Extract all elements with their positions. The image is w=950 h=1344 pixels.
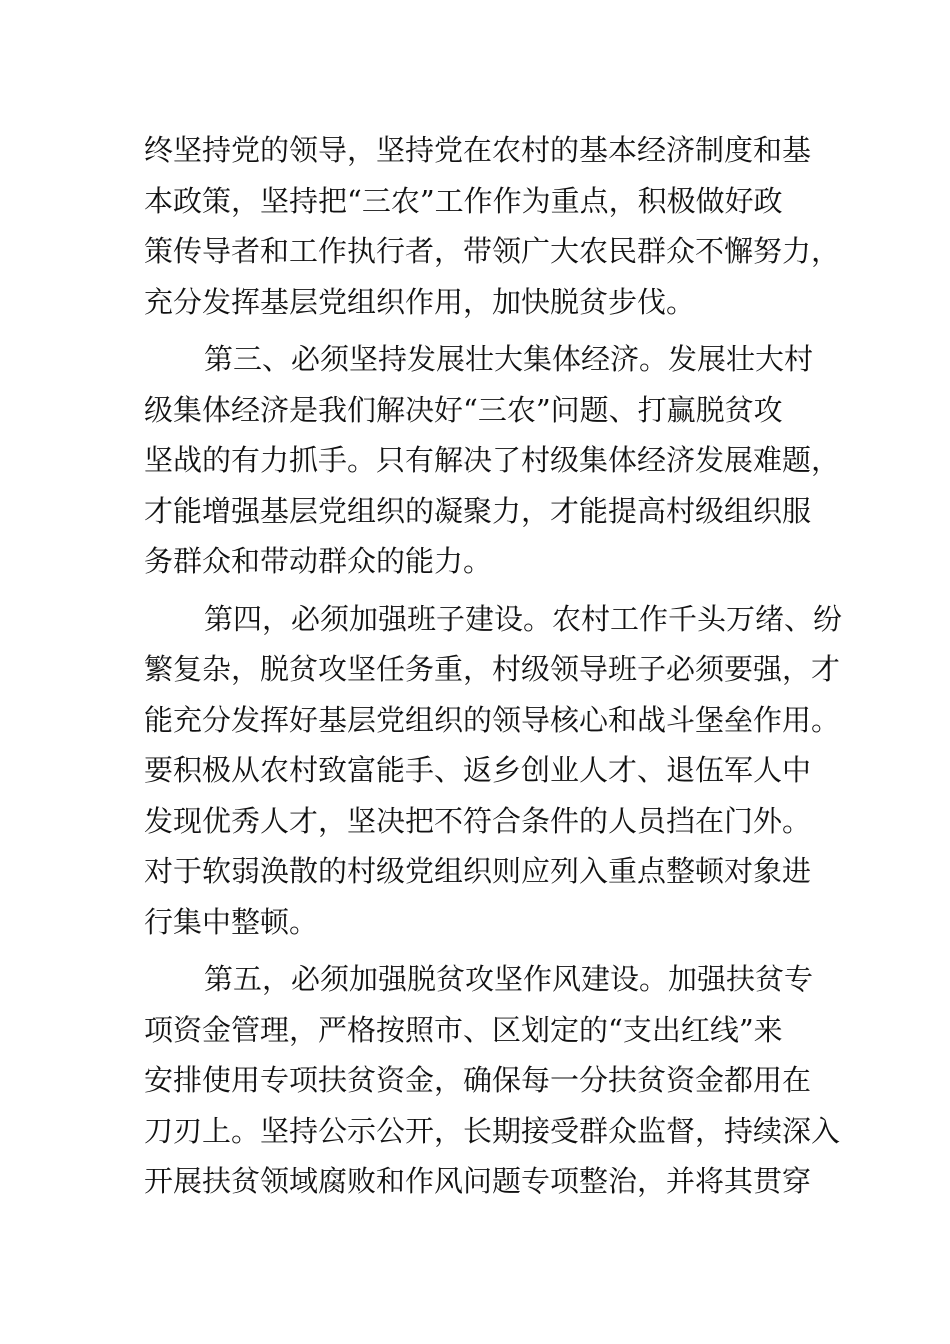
paragraph-5-line-3: 安排使用专项扶贫资金，确保每一分扶贫资金都用在 [144, 1063, 812, 1097]
body-line-1: 终坚持党的领导，坚持党在农村的基本经济制度和基 [144, 133, 812, 167]
body-line-3: 策传导者和工作执行者，带领广大农民群众不懈努力， [144, 234, 841, 268]
paragraph-4-line-5: 发现优秀人才，坚决把不符合条件的人员挡在门外。 [144, 803, 812, 838]
paragraph-4-line-4: 要积极从农村致富能手、返乡创业人才、退伍军人中 [144, 753, 812, 787]
paragraph-3-line-5: 务群众和带动群众的能力。 [144, 544, 493, 578]
document-body [144, 125, 843, 1207]
paragraph-5-line-5: 开展扶贫领域腐败和作风问题专项整治，并将其贯穿 [144, 1164, 812, 1198]
paragraph-3-line-4: 才能增强基层党组织的凝聚力，才能提高村级组织服 [144, 493, 812, 528]
paragraph-5-line-4: 刀刃上。坚持公示公开，长期接受群众监督，持续深入 [144, 1113, 841, 1148]
body-line-4: 充分发挥基层党组织作用，加快脱贫步伐。 [144, 284, 696, 319]
paragraph-4-line-2: 繁复杂，脱贫攻坚任务重，村级领导班子必须要强，才 [144, 652, 841, 686]
paragraph-4-line-3: 能充分发挥好基层党组织的领导核心和战斗堡垒作用。 [144, 702, 841, 737]
paragraph-3-line-2: 级集体经济是我们解决好“三农”问题、打赢脱贫攻 [144, 392, 783, 427]
paragraph-5-line-2: 项资金管理，严格按照市、区划定的“支出红线”来 [144, 1012, 783, 1047]
paragraph-4-line-7: 行集中整顿。 [144, 904, 319, 939]
paragraph-4-line-1: 第四，必须加强班子建设。农村工作千头万绪、纷 [204, 601, 843, 636]
paragraph-5-line-1: 第五，必须加强脱贫攻坚作风建设。加强扶贫专 [204, 962, 814, 996]
body-line-2: 本政策，坚持把“三农”工作作为重点，积极做好政 [144, 183, 783, 218]
paragraph-3-line-3: 坚战的有力抓手。只有解决了村级集体经济发展难题， [144, 443, 841, 477]
paragraph-4-line-6: 对于软弱涣散的村级党组织则应列入重点整顿对象进 [144, 854, 812, 888]
paragraph-3-line-1: 第三、必须坚持发展壮大集体经济。发展壮大村 [204, 342, 814, 376]
